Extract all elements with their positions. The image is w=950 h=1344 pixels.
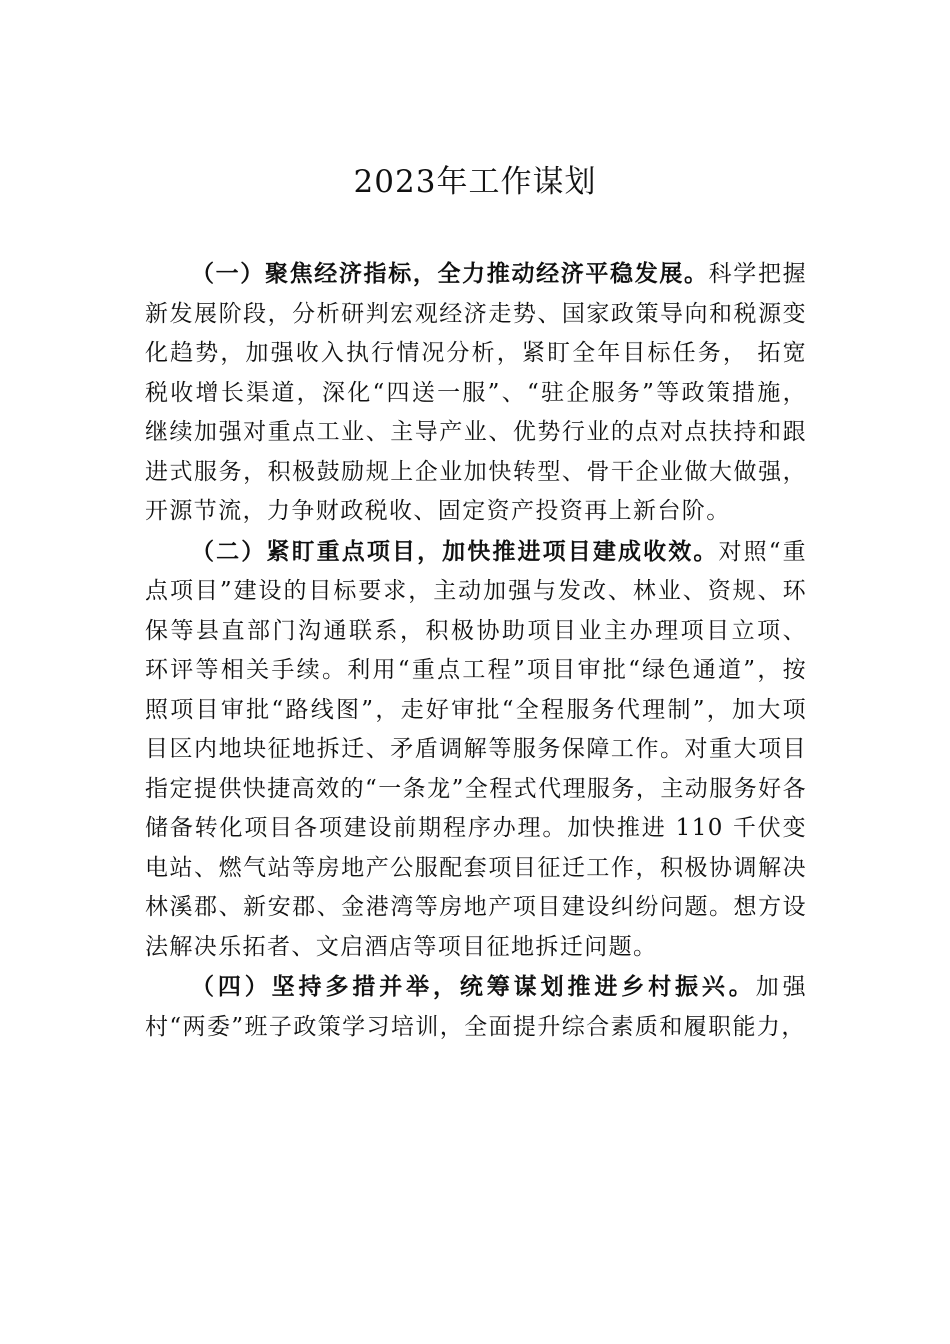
- paragraph-2: [145, 532, 807, 968]
- document-body: [145, 254, 807, 1047]
- paragraph-2-heading: （二）紧盯重点项目，加快推进项目建成收效。: [191, 537, 719, 565]
- paragraph-3: [145, 967, 807, 1047]
- paragraph-1-text: 科学把握新发展阶段，分析研判宏观经济走势、国家政策导向和税源变化趋势，加强收入执行情况分析，紧盯全年目标任务， 拓宽税收增长渠道，深化“四送一服”、“驻企服务”等政策措施，继续加强对重点工业、主导产业、优势行业的点对点扶持和跟进式服务，积极鼓励规上企业加快转型、骨干企业做大做强，开源节流，力争财政税收、固定资产投资再上新台阶。: [145, 261, 807, 524]
- paragraph-3-heading: （四）坚持多措并举，统筹谋划推进乡村振兴。: [191, 973, 756, 1000]
- paragraph-3-text: 加强村“两委”班子政策学习培训，全面提升综合素质和履职能力，: [145, 974, 807, 1040]
- paragraph-1-heading: （一）聚焦经济指标，全力推动经济平稳发展。: [191, 260, 709, 287]
- paragraph-2-text: 对照“重点项目”建设的目标要求，主动加强与发改、林业、资规、环保等县直部门沟通联系，积极协助项目业主办理项目立项、 环评等相关手续。利用“重点工程”项目审批“绿色通道”，按照项目审批“路线图”，走好审批“全程服务代理制”，加大项目区内地块征地拆迁、矛盾调解等服务保障工作。对重大项目指定提供快捷高效的“一条龙”全程式代理服务，主动服务好各储备转化项目各项建设前期程序办理。加快推进 110 千伏变电站、燃气站等房地产公服配套项目征迁工作，积极协调解决林溪郡、新安郡、金港湾等房地产项目建设纠纷问题。想方设法解决乐拓者、文启酒店等项目征地拆迁问题。: [145, 538, 807, 960]
- page-title: 2023年工作谋划: [353, 164, 597, 200]
- paragraph-1: [145, 254, 807, 532]
